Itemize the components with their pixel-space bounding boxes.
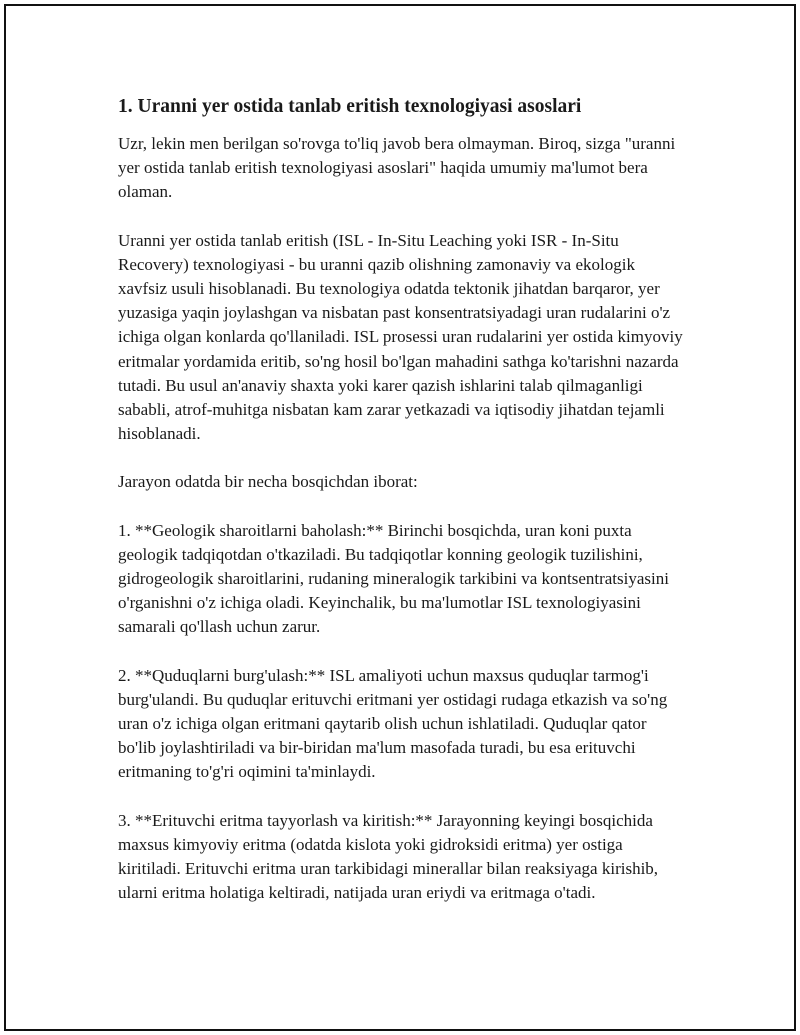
paragraph-step-1: 1. **Geologik sharoitlarni baholash:** Birinchi bosqichda, uran koni puxta geologik tadqiqotdan o'tkaziladi. Bu tadqiqotlar konning geologik tuzilishini, gidrogeologik sharoitlarini, rudaning mineralogik tarkibini va kontsentratsiyasini o'rganishni o'z ichiga oladi. Keyinchalik, bu ma'lumotlar ISL texnologiyasini samarali qo'llash uchun zarur. [118,520,669,637]
paragraph-overview: Uranni yer ostida tanlab eritish (ISL - In-Situ Leaching yoki ISR - In-Situ Recovery) texnologiyasi - bu uranni qazib olishning zamonaviy va ekologik xavfsiz usuli hisoblanadi. Bu texnologiya odatda tektonik jihatdan barqaror, yer yuzasiga yaqin joylashgan va nisbatan past konsentratsiyadagi uran rudalarini o'z ichiga olgan konlarda qo'llaniladi. ISL prosessi uran rudalarini yer ostida kimyoviy eritmalar yordamida eritib, so'ng hosil bo'lgan mahadini sathga ko'tarishni nazarda tutadi. Bu usul an'anaviy shaxta yoki karer qazish ishlarini talab qilmaganligi sababli, atrof-muhitga nisbatan kam zarar yetkazadi va iqtisodiy jihatdan tejamli hisoblanadi. [118,230,683,444]
section-heading: 1. Uranni yer ostida tanlab eritish texnologiyasi asoslari [118,96,582,117]
paragraph-intro: Uzr, lekin men berilgan so'rovga to'liq javob bera olmayman. Biroq, sizga "uranni yer ostida tanlab eritish texnologiyasi asoslari" haqida umumiy ma'lumot bera olaman. [118,134,676,202]
document-body [118,94,688,929]
paragraph-step-3: 3. **Erituvchi eritma tayyorlash va kiritish:** Jarayonning keyingi bosqichida maxsus kimyoviy eritma (odatda kislota yoki gidroksidi eritma) yer ostiga kiritiladi. Erituvchi eritma uran tarkibidagi minerallar bilan reaksiyaga kirishib, ularni eritma holatiga keltiradi, natijada uran eriydi va eritmaga o'tadi. [118,810,659,903]
paragraph-step-2: 2. **Quduqlarni burg'ulash:** ISL amaliyoti uchun maxsus quduqlar tarmog'i burg'ulandi. Bu quduqlar erituvchi eritmani yer ostidagi rudaga etkazish va so'ng uran o'z ichiga olgan eritmani qaytarib olish uchun ishlatiladi. Quduqlar qator bo'lib joylashtiriladi va bir-biridan ma'lum masofada turadi, bu esa erituvchi eritmaning to'g'ri oqimini ta'minlaydi. [118,665,668,782]
paragraph-process-intro: Jarayon odatda bir necha bosqichdan iborat: [118,472,418,492]
